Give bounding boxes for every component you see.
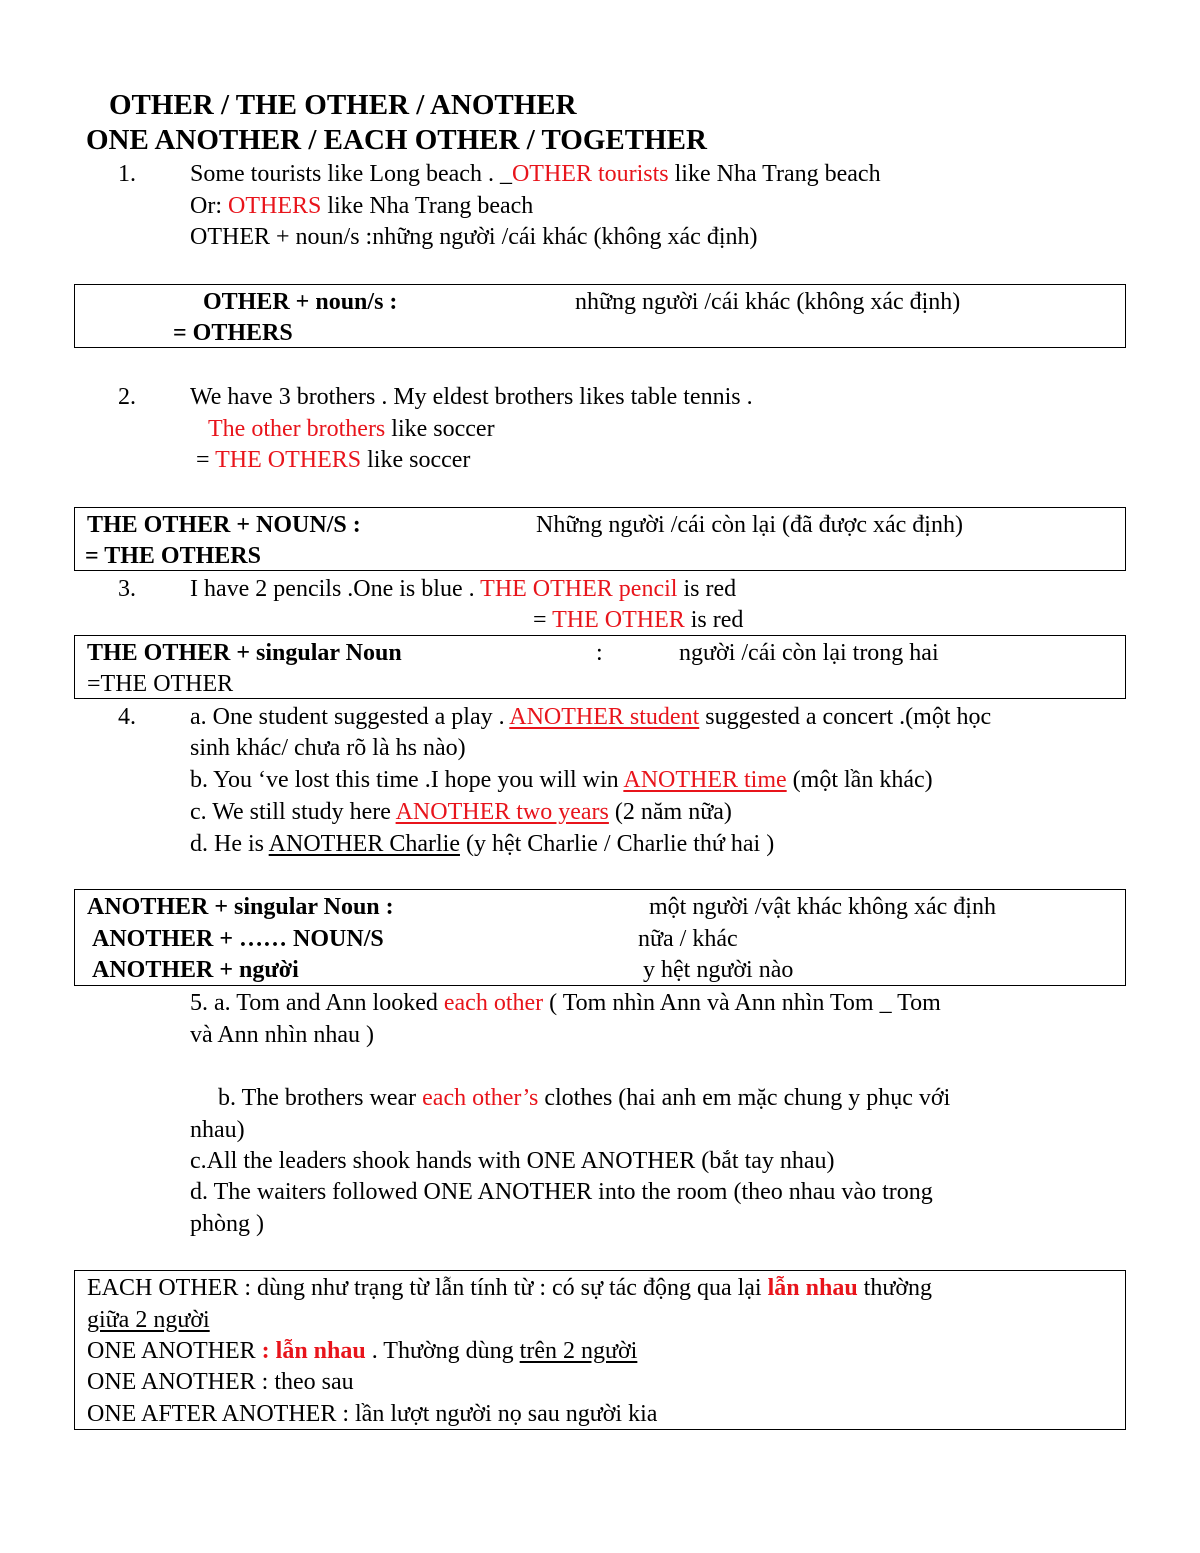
s5-b-line-1: b. The brothers wear each other’s clothes (hai anh em mặc chung y phục với <box>218 1085 951 1111</box>
s5-b-line-2: nhau) <box>190 1117 245 1143</box>
rule-box-another <box>74 889 1126 986</box>
s2-line-3: = THE OTHERS like soccer <box>196 447 471 473</box>
s1-line-1: Some tourists like Long beach . _OTHER tourists like Nha Trang beach <box>190 161 881 187</box>
box5-line-2: giữa 2 người <box>87 1307 210 1333</box>
item-number-1: 1. <box>118 161 136 187</box>
box5-line-1: EACH OTHER : dùng như trạng từ lẫn tính từ : có sự tác động qua lại lẫn nhau thường <box>87 1275 933 1301</box>
s5-c-line: c.All the leaders shook hands with ONE ANOTHER (bắt tay nhau) <box>190 1148 835 1174</box>
s4-d-line: d. He is ANOTHER Charlie (y hệt Charlie / Charlie thứ hai ) <box>190 831 775 857</box>
s5-d-line-1: d. The waiters followed ONE ANOTHER into the room (theo nhau vào trong <box>190 1179 933 1205</box>
item-number-4: 4. <box>118 704 136 730</box>
item-number-3: 3. <box>118 576 136 602</box>
box1-equals: = OTHERS <box>173 320 293 346</box>
box2-left: THE OTHER + NOUN/S : <box>87 512 361 538</box>
box4-row3-right: y hệt người nào <box>643 957 794 983</box>
box3-right: người /cái còn lại trong hai <box>679 640 939 666</box>
box3-equals: =THE OTHER <box>87 671 234 697</box>
s1-line-3: OTHER + noun/s :những người /cái khác (không xác định) <box>190 224 758 250</box>
box4-row2-left: ANOTHER + …… NOUN/S <box>92 926 384 952</box>
box4-row1-right: một người /vật khác không xác định <box>649 894 996 920</box>
s1-line-2: Or: OTHERS like Nha Trang beach <box>190 193 534 219</box>
s4-b-line: b. You ‘ve lost this time .I hope you will win ANOTHER time (một lần khác) <box>190 767 933 793</box>
box1-left: OTHER + noun/s : <box>203 289 398 315</box>
box5-line-5: ONE AFTER ANOTHER : lần lượt người nọ sau người kia <box>87 1401 658 1427</box>
s3-line-1: I have 2 pencils .One is blue . THE OTHER pencil is red <box>190 576 737 602</box>
rule-box-the-other <box>74 635 1126 699</box>
s5-a-line-1: 5. a. Tom and Ann looked each other ( Tom nhìn Ann và Ann nhìn Tom _ Tom <box>190 990 941 1016</box>
rule-box-each-other <box>74 1270 1126 1430</box>
rule-box-the-others <box>74 507 1126 571</box>
box3-colon: : <box>596 640 603 666</box>
s4-a-line-1: a. One student suggested a play . ANOTHER student suggested a concert .(một học <box>190 704 992 730</box>
page-title-line-1: OTHER / THE OTHER / ANOTHER <box>109 89 577 121</box>
box5-line-4: ONE ANOTHER : theo sau <box>87 1369 354 1395</box>
s3-line-2: = THE OTHER is red <box>533 607 744 633</box>
box4-row1-left: ANOTHER + singular Noun : <box>87 894 394 920</box>
box1-right: những người /cái khác (không xác định) <box>575 289 961 315</box>
box4-row2-right: nữa / khác <box>638 926 738 952</box>
box4-row3-left: ANOTHER + người <box>92 957 299 983</box>
item-number-2: 2. <box>118 384 136 410</box>
box3-left: THE OTHER + singular Noun <box>87 640 402 666</box>
rule-box-other <box>74 284 1126 348</box>
box5-line-3: ONE ANOTHER : lẫn nhau . Thường dùng trên 2 người <box>87 1338 638 1364</box>
s2-line-1: We have 3 brothers . My eldest brothers likes table tennis . <box>190 384 753 410</box>
s4-c-line: c. We still study here ANOTHER two years (2 năm nữa) <box>190 799 732 825</box>
box2-right: Những người /cái còn lại (đã được xác định) <box>536 512 963 538</box>
s5-d-line-2: phòng ) <box>190 1211 264 1237</box>
box2-equals: = THE OTHERS <box>85 543 261 569</box>
page-title-line-2: ONE ANOTHER / EACH OTHER / TOGETHER <box>86 124 707 156</box>
s5-a-line-2: và Ann nhìn nhau ) <box>190 1022 374 1048</box>
s4-a-line-2: sinh khác/ chưa rõ là hs nào) <box>190 735 466 761</box>
s2-line-2: The other brothers like soccer <box>208 416 495 442</box>
